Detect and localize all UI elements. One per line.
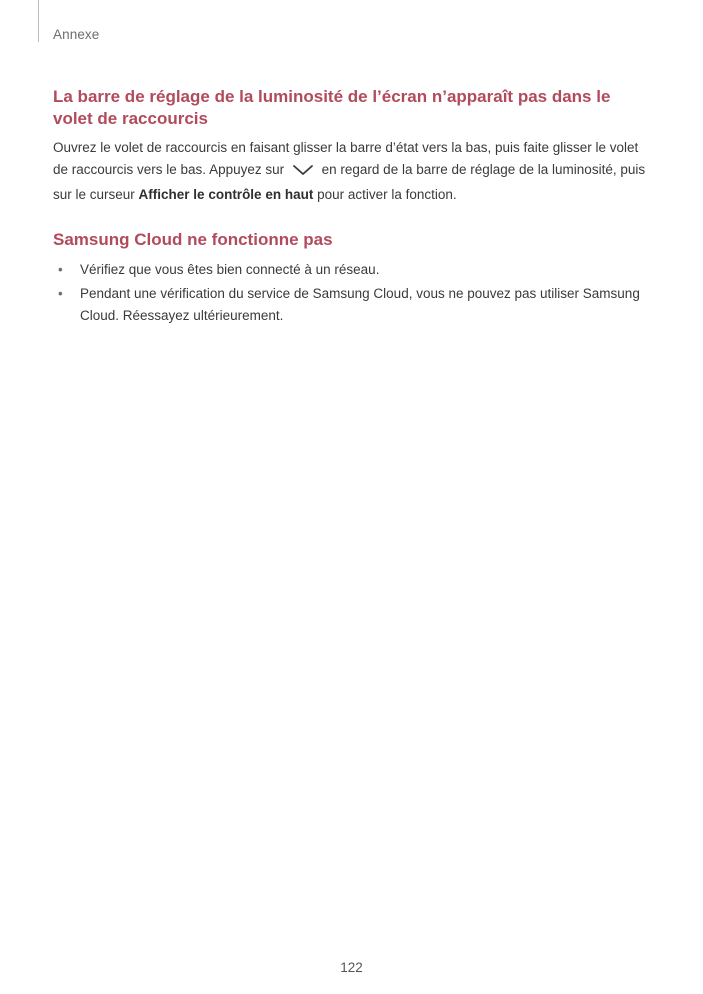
list-item-text: Vérifiez que vous êtes bien connecté à un réseau. [80, 262, 380, 277]
margin-rule [38, 0, 39, 42]
running-header: Annexe [53, 27, 100, 42]
page-number: 122 [340, 960, 363, 975]
brightness-instructions [53, 137, 653, 206]
section-title-brightness: La barre de réglage de la luminosité de l’écran n’apparaît pas dans le volet de raccourcis [53, 87, 611, 128]
troubleshooting-list [53, 259, 653, 329]
bullet-icon: • [58, 262, 63, 277]
section-title-samsung-cloud: Samsung Cloud ne fonctionne pas [53, 230, 333, 249]
list-item [53, 259, 653, 281]
instruction-text-end: pour activer la fonction. [317, 187, 457, 202]
option-label: Afficher le contrôle en haut [138, 187, 314, 202]
bullet-icon: • [58, 286, 63, 301]
chevron-down-icon [291, 162, 315, 184]
list-item [53, 283, 653, 327]
instruction-text-middle: en regard de la barre de réglage de la luminosité, puis sur le curseur [53, 162, 646, 202]
instruction-text-start: Ouvrez le volet de raccourcis en faisant glisser la barre d’état vers la bas, puis faite glisser le volet de raccourcis vers le bas. Appuyez sur [53, 140, 639, 177]
list-item-text: Pendant une vérification du service de Samsung Cloud, vous ne pouvez pas utiliser Samsung Cloud. Réessayez ultérieurement. [80, 286, 640, 323]
